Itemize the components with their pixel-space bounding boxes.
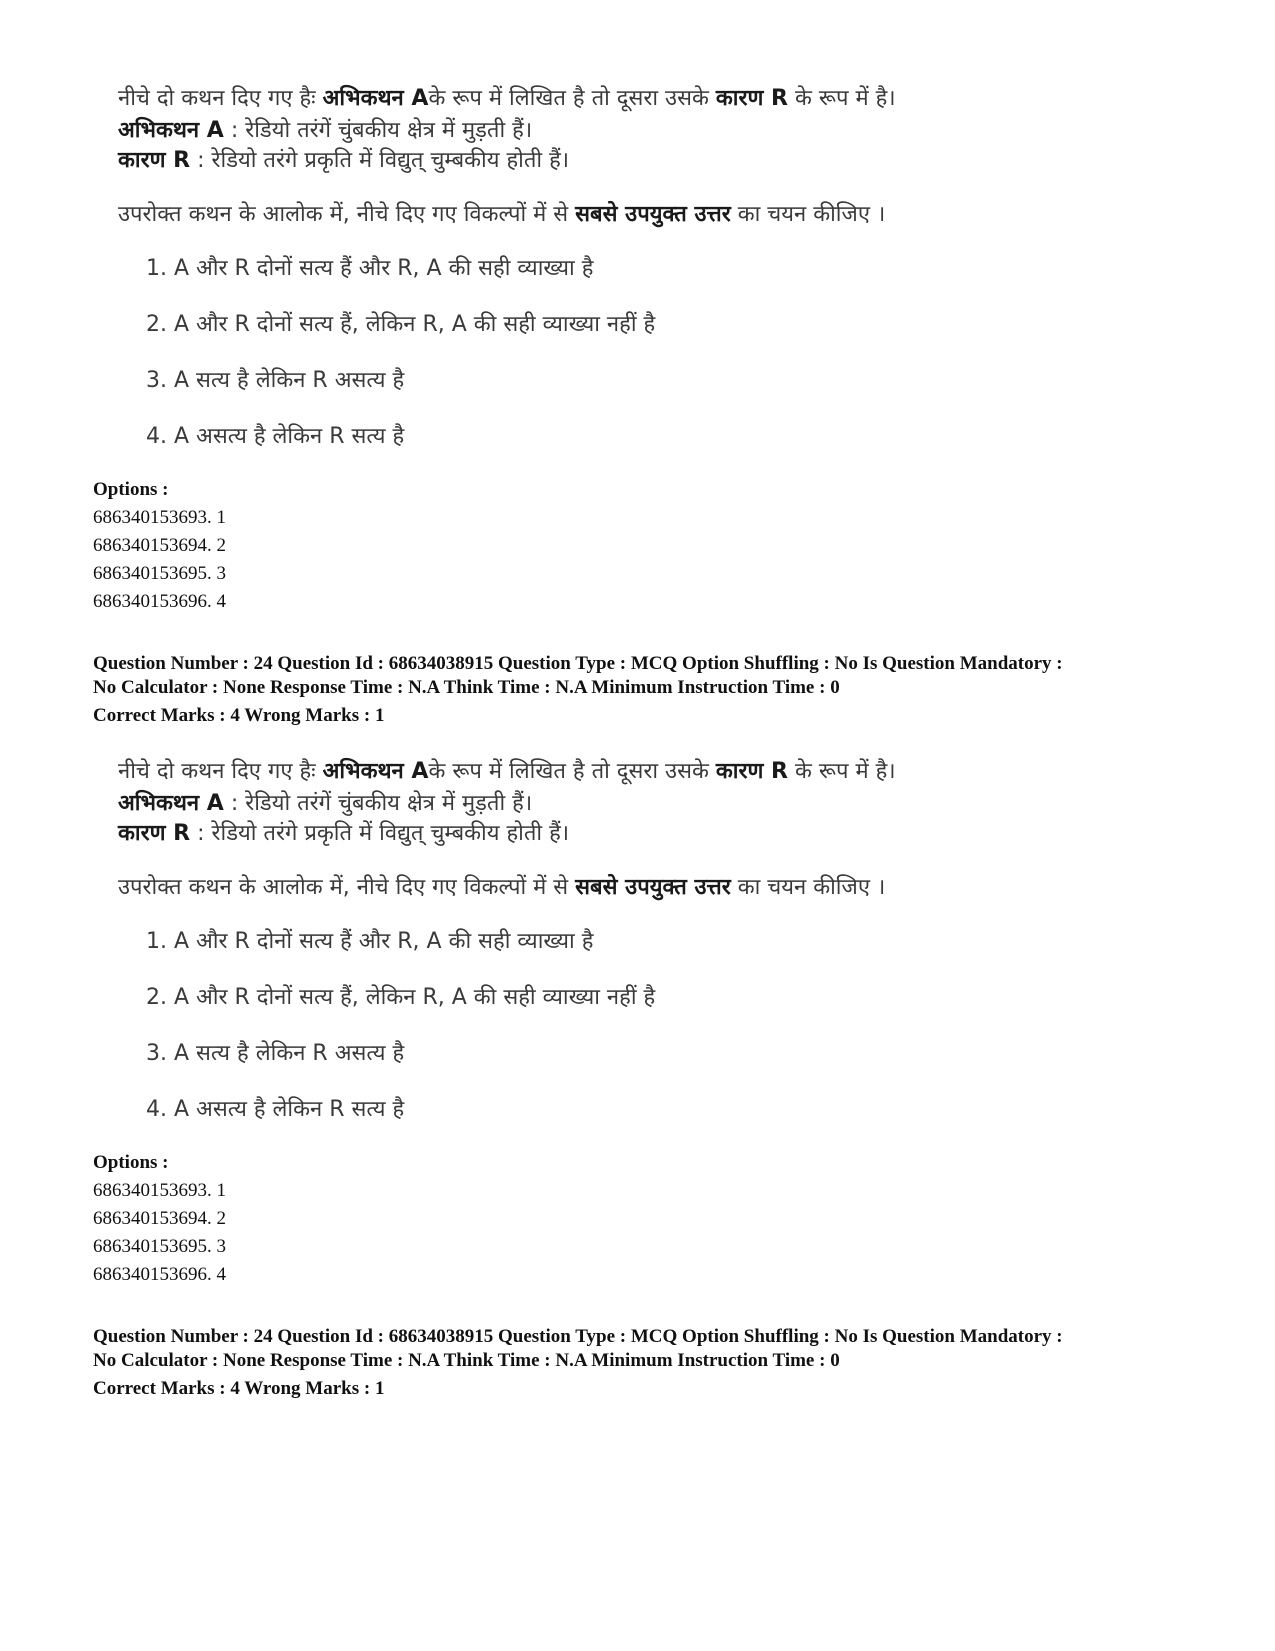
options-label: Options : (93, 479, 169, 500)
instruction-line (118, 873, 885, 903)
option-item: 686340153694. 2 (93, 535, 226, 556)
intro-reason-label: कारण R (715, 759, 788, 784)
intro-text-mid: के रूप में लिखित है तो दूसरा उसके (428, 759, 716, 784)
option-item: 686340153694. 2 (93, 1208, 226, 1229)
intro-assertion-label: अभिकथन A (322, 86, 429, 111)
question-info-line2: No Calculator : None Response Time : N.A Think Time : N.A Minimum Instruction Time : 0 (93, 1350, 840, 1371)
reason-line (118, 146, 569, 176)
reason-text: : रेडियो तरंगे प्रकृति में विद्युत् चुम्बकीय होती हैं। (190, 148, 570, 173)
question-info-2 (93, 1325, 1213, 1401)
reason-label: कारण R (118, 148, 191, 173)
options-list-1 (93, 476, 226, 616)
reason-label: कारण R (118, 821, 191, 846)
choice-3: 3. A सत्य है लेकिन R असत्य है (146, 1041, 405, 1066)
assertion-text: : रेडियो तरंगें चुंबकीय क्षेत्र में मुड़ती हैं। (223, 118, 533, 143)
question-info-line1: Question Number : 24 Question Id : 68634038915 Question Type : MCQ Option Shuffling : No Is Question Mandatory : (93, 1326, 1063, 1347)
choice-4: 4. A असत्य है लेकिन R सत्य है (146, 424, 405, 449)
instruction-end: का चयन कीजिए । (730, 875, 886, 900)
question-info-line3: Correct Marks : 4 Wrong Marks : 1 (93, 705, 385, 726)
option-item: 686340153693. 1 (93, 507, 226, 528)
instruction-emphasis: सबसे उपयुक्त उत्तर (575, 202, 731, 227)
assertion-label: अभिकथन A (118, 118, 224, 143)
option-item: 686340153696. 4 (93, 591, 226, 612)
instruction-text: उपरोक्त कथन के आलोक में, नीचे दिए गए विकल्पों में से (118, 202, 576, 227)
assertion-line (118, 789, 532, 819)
intro-text-end: के रूप में है। (787, 86, 896, 111)
instruction-end: का चयन कीजिए । (730, 202, 886, 227)
choice-1: 1. A और R दोनों सत्य हैं और R, A की सही व्याख्या है (146, 256, 594, 281)
option-item: 686340153696. 4 (93, 1264, 226, 1285)
reason-line (118, 819, 569, 849)
options-label: Options : (93, 1152, 169, 1173)
intro-text: नीचे दो कथन दिए गए हैः (118, 759, 323, 784)
instruction-line (118, 200, 885, 230)
statement-intro (118, 84, 896, 114)
assertion-text: : रेडियो तरंगें चुंबकीय क्षेत्र में मुड़ती हैं। (223, 791, 533, 816)
option-item: 686340153693. 1 (93, 1180, 226, 1201)
question-info-1 (93, 652, 1213, 728)
option-item: 686340153695. 3 (93, 563, 226, 584)
assertion-label: अभिकथन A (118, 791, 224, 816)
choice-3: 3. A सत्य है लेकिन R असत्य है (146, 368, 405, 393)
intro-text: नीचे दो कथन दिए गए हैः (118, 86, 323, 111)
question-image-2 (118, 757, 1018, 1127)
instruction-text: उपरोक्त कथन के आलोक में, नीचे दिए गए विकल्पों में से (118, 875, 576, 900)
reason-text: : रेडियो तरंगे प्रकृति में विद्युत् चुम्बकीय होती हैं। (190, 821, 570, 846)
choice-1: 1. A और R दोनों सत्य हैं और R, A की सही व्याख्या है (146, 929, 594, 954)
intro-text-mid: के रूप में लिखित है तो दूसरा उसके (428, 86, 716, 111)
option-item: 686340153695. 3 (93, 1236, 226, 1257)
intro-assertion-label: अभिकथन A (322, 759, 429, 784)
choice-2: 2. A और R दोनों सत्य हैं, लेकिन R, A की सही व्याख्या नहीं है (146, 312, 656, 337)
question-info-line2: No Calculator : None Response Time : N.A Think Time : N.A Minimum Instruction Time : 0 (93, 677, 840, 698)
statement-intro (118, 757, 896, 787)
intro-reason-label: कारण R (715, 86, 788, 111)
choice-2: 2. A और R दोनों सत्य हैं, लेकिन R, A की सही व्याख्या नहीं है (146, 985, 656, 1010)
options-list-2 (93, 1149, 226, 1289)
question-info-line3: Correct Marks : 4 Wrong Marks : 1 (93, 1378, 385, 1399)
instruction-emphasis: सबसे उपयुक्त उत्तर (575, 875, 731, 900)
question-image-1 (118, 84, 1018, 454)
choice-4: 4. A असत्य है लेकिन R सत्य है (146, 1097, 405, 1122)
intro-text-end: के रूप में है। (787, 759, 896, 784)
question-info-line1: Question Number : 24 Question Id : 68634038915 Question Type : MCQ Option Shuffling : No Is Question Mandatory : (93, 653, 1063, 674)
assertion-line (118, 116, 532, 146)
